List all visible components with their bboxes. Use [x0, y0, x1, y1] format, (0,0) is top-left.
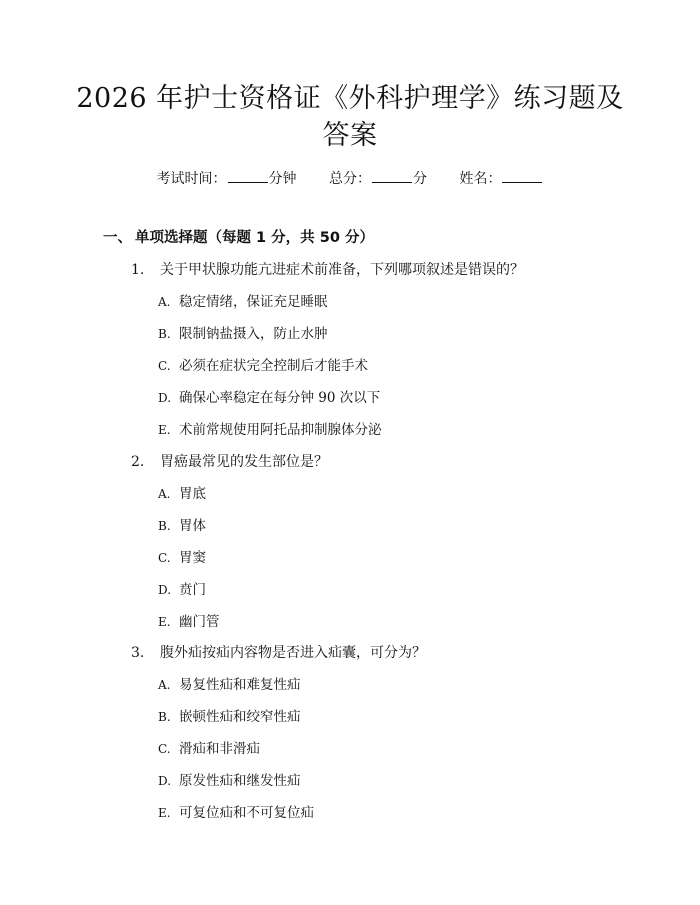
- option-text: 易复性疝和难复性疝: [179, 677, 301, 693]
- option-text: 限制钠盐摄入，防止水肿: [179, 326, 328, 342]
- option-text: 胃底: [179, 486, 206, 502]
- option-letter: B.: [158, 327, 171, 341]
- option-text: 胃窦: [179, 550, 206, 566]
- option-text: 嵌顿性疝和绞窄性疝: [179, 709, 301, 725]
- question-2: [131, 452, 328, 472]
- total-score-unit: 分: [413, 171, 427, 187]
- total-score-field: [329, 168, 427, 189]
- question-number: 3.: [131, 645, 145, 661]
- document-title-line-1: 2026 年护士资格证《外科护理学》练习题及: [76, 83, 624, 114]
- option-letter: A.: [158, 487, 171, 501]
- option-letter: D.: [158, 774, 172, 788]
- question-3-option-d: [158, 771, 301, 791]
- question-2-option-d: [158, 580, 206, 600]
- question-3-option-a: [158, 675, 301, 695]
- exam-time-unit: 分钟: [268, 171, 297, 187]
- question-2-option-c: [158, 548, 206, 568]
- option-letter: A.: [158, 678, 171, 692]
- question-3-option-b: [158, 707, 301, 727]
- option-text: 胃体: [179, 518, 206, 534]
- option-letter: D.: [158, 391, 172, 405]
- exam-time-field: [157, 168, 297, 189]
- section-heading: [103, 228, 374, 248]
- question-1: [131, 260, 524, 280]
- option-text: 幽门管: [179, 614, 220, 630]
- total-score-label: 总分：: [329, 171, 371, 187]
- question-2-option-b: [158, 516, 206, 536]
- option-letter: C.: [158, 359, 171, 373]
- option-text: 原发性疝和继发性疝: [179, 773, 301, 789]
- option-text: 滑疝和非滑疝: [179, 741, 260, 757]
- question-1-option-b: [158, 324, 328, 344]
- option-text: 可复位疝和不可复位疝: [179, 805, 314, 821]
- option-letter: D.: [158, 583, 172, 597]
- section-number: 一、: [103, 230, 132, 246]
- question-1-option-e: [158, 420, 382, 440]
- option-letter: C.: [158, 551, 171, 565]
- option-letter: E.: [158, 423, 171, 437]
- question-3-option-c: [158, 739, 260, 759]
- question-text: 胃癌最常见的发生部位是？: [160, 454, 328, 470]
- option-letter: B.: [158, 519, 171, 533]
- question-1-option-a: [158, 292, 328, 312]
- question-text: 关于甲状腺功能亢进症术前准备，下列哪项叙述是错误的？: [160, 262, 524, 278]
- question-number: 2.: [131, 454, 145, 470]
- section-title: 单项选择题（每题 1 分，共 50 分）: [135, 230, 374, 246]
- question-1-option-c: [158, 356, 368, 376]
- exam-info: [0, 168, 700, 189]
- name-field: [459, 168, 543, 189]
- option-text: 稳定情绪，保证充足睡眠: [179, 294, 328, 310]
- option-text: 贲门: [179, 582, 206, 598]
- question-3-option-e: [158, 803, 314, 823]
- question-number: 1.: [131, 262, 145, 278]
- option-text: 术前常规使用阿托品抑制腺体分泌: [179, 422, 382, 438]
- option-letter: B.: [158, 710, 171, 724]
- option-letter: E.: [158, 806, 171, 820]
- question-text: 腹外疝按疝内容物是否进入疝囊，可分为？: [160, 645, 426, 661]
- document-title-line-2: 答案: [322, 120, 378, 151]
- question-2-option-a: [158, 484, 206, 504]
- name-label: 姓名：: [459, 171, 502, 187]
- question-2-option-e: [158, 612, 220, 632]
- total-score-blank: [372, 168, 412, 183]
- option-letter: A.: [158, 295, 171, 309]
- question-1-option-d: [158, 388, 380, 408]
- exam-time-label: 考试时间：: [156, 171, 227, 187]
- option-text: 必须在症状完全控制后才能手术: [179, 358, 368, 374]
- option-letter: C.: [158, 742, 171, 756]
- option-letter: E.: [158, 615, 171, 629]
- exam-time-blank: [228, 168, 268, 183]
- question-3: [131, 643, 426, 663]
- name-blank: [502, 168, 542, 183]
- option-text: 确保心率稳定在每分钟 90 次以下: [179, 390, 381, 406]
